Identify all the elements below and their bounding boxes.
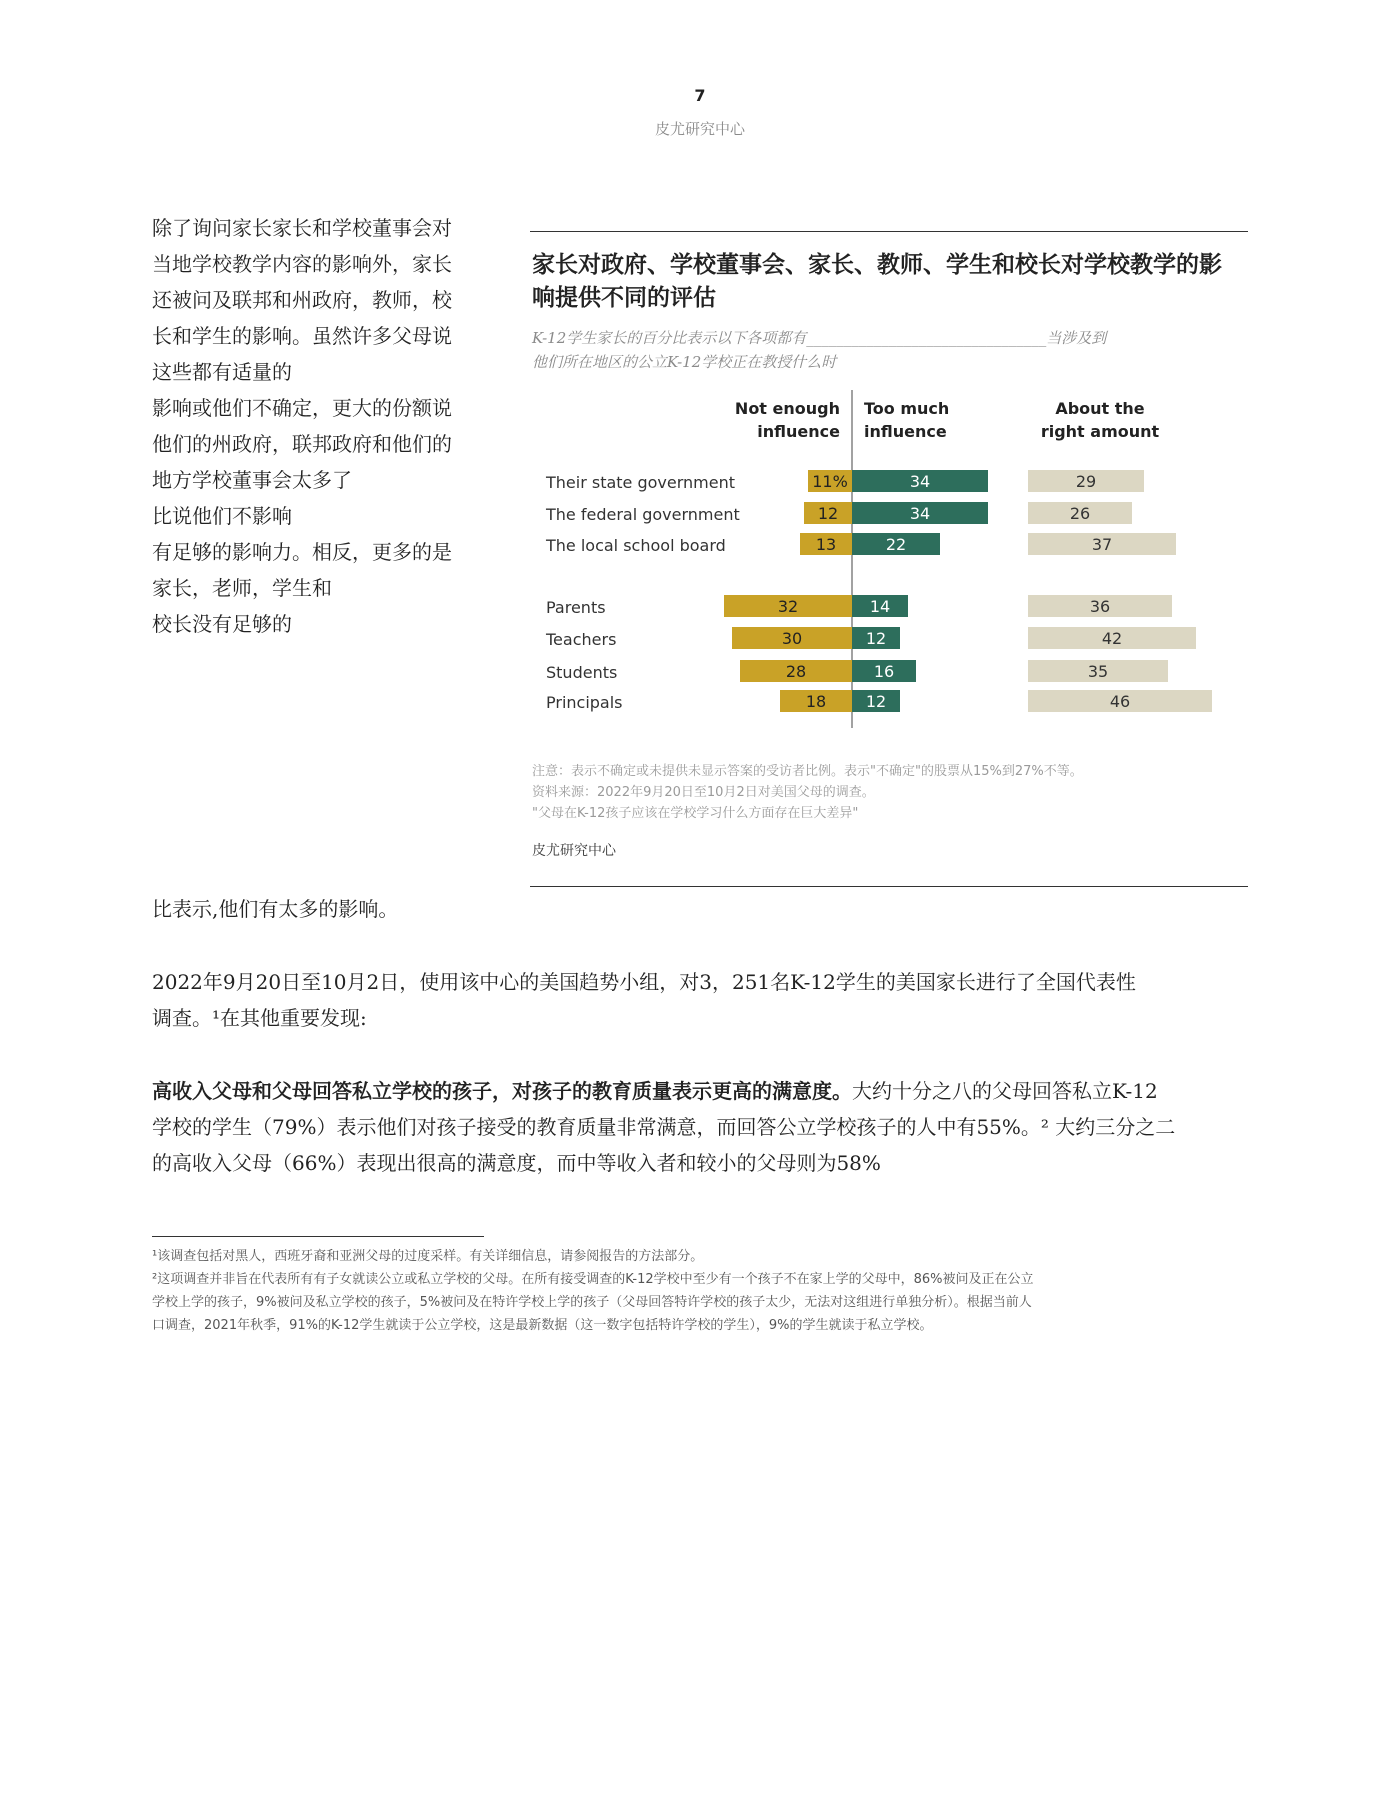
after-chart-text: 比表示,他们有太多的影响。 — [152, 897, 399, 921]
header-org: 皮尤研究中心 — [654, 120, 745, 138]
left-line: 校长没有足够的 — [152, 612, 292, 636]
data-label-about-right: 36 — [1089, 597, 1111, 616]
data-label-about-right: 42 — [1101, 629, 1123, 648]
chart-subtitle-line: K-12学生家长的百分比表示以下各项都有________________________________当涉及到 — [532, 329, 1107, 347]
data-label-not-enough: 28 — [785, 662, 807, 681]
finding-line: 学校的学生（79%）表示他们对孩子接受的教育质量非常满意，而回答公立学校孩子的人中有55%。² 大约三分之二 — [152, 1115, 1176, 1139]
chart-note: 注意：表示不确定或未提供未显示答案的受访者比例。表示"不确定"的股票从15%到27%不等。 — [532, 764, 1083, 779]
left-line: 影响或他们不确定，更大的份额说 — [152, 396, 452, 420]
column-header: influence — [757, 422, 840, 441]
footnote-2-line: 学校上学的孩子，9%被问及私立学校的孩子，5%被问及在特许学校上学的孩子（父母回答特许学校的孩子太少，无法对这组进行单独分析）。根据当前人 — [152, 1295, 1032, 1310]
finding-line: 的高收入父母（66%）表现出很高的满意度，而中等收入者和较小的父母则为58% — [152, 1151, 881, 1175]
data-label-too-much: 22 — [885, 535, 907, 554]
left-line: 有足够的影响力。相反，更多的是 — [152, 540, 452, 564]
footnote-1: ¹该调查包括对黑人，西班牙裔和亚洲父母的过度采样。有关详细信息，请参阅报告的方法部分。 — [152, 1249, 704, 1264]
data-label-about-right: 26 — [1069, 504, 1091, 523]
footnote-rule — [152, 1236, 484, 1237]
data-label-about-right: 35 — [1087, 662, 1109, 681]
chart-org: 皮尤研究中心 — [532, 843, 616, 859]
left-line: 长和学生的影响。虽然许多父母说 — [152, 324, 452, 348]
chart-subtitle-line: 他们所在地区的公立K-12学校正在教授什么时 — [532, 353, 837, 371]
page-number: 7 — [694, 86, 706, 105]
survey-paragraph — [152, 964, 1252, 1036]
left-line: 比说他们不影响 — [152, 504, 292, 528]
category-label: The federal government — [546, 505, 740, 524]
data-label-too-much: 16 — [873, 662, 895, 681]
left-line: 这些都有适量的 — [152, 360, 292, 384]
finding-line — [152, 1073, 1252, 1109]
data-label-too-much: 12 — [865, 629, 887, 648]
chart-notes — [532, 761, 1252, 824]
footnotes — [152, 1245, 1252, 1337]
left-line: 除了询问家长家长和学校董事会对 — [152, 216, 452, 240]
chart-subtitle — [532, 326, 1242, 374]
finding-bold: 高收入父母和父母回答私立学校的孩子，对孩子的教育质量表示更高的满意度。 — [152, 1079, 852, 1103]
finding-rest: 大约十分之八的父母回答私立K-12 — [852, 1079, 1158, 1103]
data-label-about-right: 29 — [1075, 472, 1097, 491]
column-header: About the — [1055, 399, 1145, 418]
chart-layer — [545, 390, 1212, 728]
data-label-not-enough: 18 — [805, 692, 827, 711]
data-label-too-much: 12 — [865, 692, 887, 711]
chart-source-line: 资料来源：2022年9月20日至10月2日对美国父母的调查。 — [532, 785, 875, 800]
footnote-2-line: 口调查，2021年秋季，91%的K-12学生就读于公立学校，这是最新数据（这一数字包括特许学校的学生），9%的学生就读于私立学校。 — [152, 1318, 933, 1333]
data-label-not-enough: 30 — [781, 629, 803, 648]
category-label: Principals — [546, 693, 623, 712]
data-label-not-enough: 11% — [812, 472, 848, 491]
chart-report-title: "父母在K-12孩子应该在学校学习什么方面存在巨大差异" — [532, 806, 859, 821]
data-label-too-much: 34 — [909, 472, 931, 491]
left-line: 他们的州政府，联邦政府和他们的 — [152, 432, 452, 456]
category-label: Parents — [546, 598, 606, 617]
survey-line: 2022年9月20日至10月2日，使用该中心的美国趋势小组，对3，251名K-12学生的美国家长进行了全国代表性 — [152, 970, 1136, 994]
left-line: 当地学校教学内容的影响外，家长 — [152, 252, 452, 276]
data-label-about-right: 46 — [1109, 692, 1131, 711]
chart-bottom-rule — [530, 886, 1248, 887]
data-label-about-right: 37 — [1091, 535, 1113, 554]
chart-top-rule — [530, 231, 1248, 232]
data-label-not-enough: 13 — [815, 535, 837, 554]
category-label: Their state government — [546, 473, 736, 492]
column-header: right amount — [1040, 422, 1160, 441]
survey-line: 调查。¹在其他重要发现: — [152, 1006, 367, 1030]
column-header: Too much — [864, 399, 950, 418]
finding-paragraph — [152, 1073, 1252, 1181]
data-label-not-enough: 32 — [777, 597, 799, 616]
column-header: influence — [864, 422, 947, 441]
influence-bar-chart — [530, 390, 1250, 745]
footnote-2-line: ²这项调查并非旨在代表所有有子女就读公立或私立学校的父母。在所有接受调查的K-12学校中至少有一个孩子不在家上学的父母中，86%被问及正在公立 — [152, 1272, 1034, 1287]
data-label-too-much: 14 — [869, 597, 891, 616]
data-label-not-enough: 12 — [817, 504, 839, 523]
left-column-text — [152, 210, 482, 642]
left-line: 还被问及联邦和州政府，教师，校 — [152, 288, 452, 312]
data-label-too-much: 34 — [909, 504, 931, 523]
left-line: 家长，老师，学生和 — [152, 576, 332, 600]
chart-title: 家长对政府、学校董事会、家长、教师、学生和校长对学校教学的影响提供不同的评估 — [532, 251, 1222, 311]
category-label: Students — [546, 663, 618, 682]
left-line: 地方学校董事会太多了 — [152, 468, 352, 492]
category-label: The local school board — [546, 536, 726, 555]
column-header: Not enough — [734, 399, 840, 418]
category-label: Teachers — [546, 630, 617, 649]
